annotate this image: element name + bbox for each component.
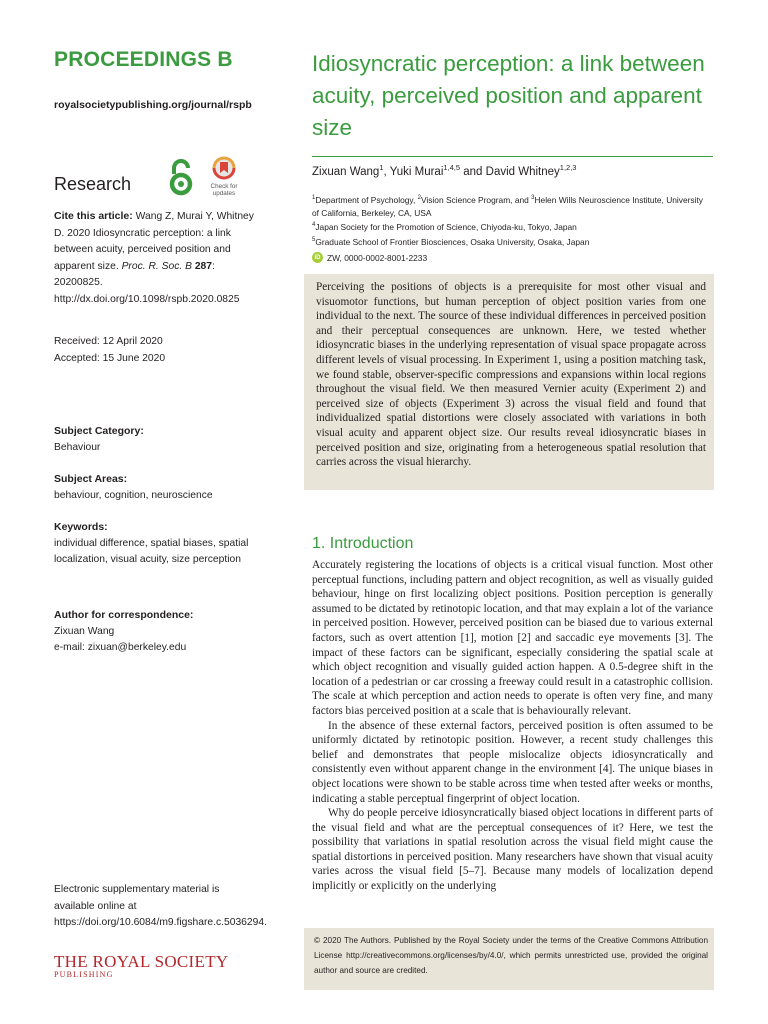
- body-paragraph: Accurately registering the locations of objects is a critical visual function. Most other perceptual functions, including pattern and object recognition, as well as visually guided behaviour, hinge on first localizing object positions. Position perception is generally assumed to be dictated by retinotopic location, and that may explain a lot of the variance in perceived position. However, perceived position can be biased due to various external factors, such as overt attention [1], motion [2] and saccadic eye movements [3]. The impact of these factors can be significant, especially considering the spatial scale at which object recognition and visually guided action happen. A 0.5-degree shift in the location of a pedestrian or car crossing a freeway could result in a catastrophic collision. The scale at which perception and action needs to operate is often very fine, and many factors bias perceived position at a scale that is behaviourally relevant.: [312, 559, 713, 717]
- open-access-icon: [166, 158, 196, 196]
- affiliation-text: Department of Psychology,: [315, 194, 418, 205]
- check-for-updates-icon[interactable]: [204, 155, 244, 201]
- affiliation-text: Graduate School of Frontier Biosciences, Osaka University, Osaka, Japan: [315, 236, 590, 247]
- subject-areas-value: behaviour, cognition, neuroscience: [54, 489, 213, 501]
- journal-url[interactable]: royalsocietypublishing.org/journal/rspb: [54, 99, 252, 111]
- author-name: Yuki Murai: [389, 165, 444, 178]
- affiliation-sup: 2: [417, 195, 421, 201]
- orcid-text: ZW, 0000-0002-8001-2233: [327, 252, 428, 263]
- correspondence-label: Author for correspondence:: [54, 609, 194, 621]
- affiliation-sup: 3: [531, 195, 535, 201]
- subject-category: [54, 423, 254, 456]
- author-list: Zixuan Wang$^1$, Yuki Murai$^{1,4,5}$ and David Whitney$^{1,2,3}$: [312, 163, 577, 178]
- author-sup: 1,4,5: [443, 163, 461, 172]
- received-date: Received: 12 April 2020: [54, 336, 163, 347]
- dates-block: [54, 334, 254, 367]
- citation-text: Wang Z, Murai Y, Whitney D. 2020 Idiosyncratic perception: a link between acuity, perceived position and apparent size.: [54, 211, 254, 272]
- title-divider: [312, 156, 713, 157]
- publisher-sub: PUBLISHING: [54, 970, 114, 979]
- affiliation-line: [312, 219, 712, 234]
- citation-volume: 287: [194, 260, 213, 272]
- body-paragraph: Why do people perceive idiosyncratically biased object locations in different parts of the visual field and what are the perceptual consequences of it? Here, we test the possibility that variations in spatial resolution across the visual field might cause the spatial distortions in perceived position. Many researchers have shown that visual acuity varies across the visual field [5–7]. Because many models of localization depend implicitly or explicitly on the underlying: [312, 807, 713, 893]
- correspondence-name: Zixuan Wang: [54, 625, 115, 637]
- abstract: Perceiving the positions of objects is a prerequisite for most other visual and visuomotor functions, but human perception of object position varies from one individual to the next. The source of these individual differences in perceived position and their perceptual consequences are unknown. Here, we tested whether idiosyncratic biases in the underlying representation of visual space propagate across different levels of visual processing. In Experiment 1, using a position matching task, we found stable, observer-specific compressions and expansions within local regions throughout the visual field. We then measured Vernier acuity (Experiment 2) and perceived size of objects (Experiment 3) across the visual field and found that individualized spatial distortions were closely associated with variations in both visual acuity and apparent object size. Our results reveal idiosyncratic biases in perceived position and size, originating from a heterogeneous spatial resolution that carries across the visual hierarchy.: [316, 281, 706, 469]
- svg-text:updates: updates: [212, 190, 236, 197]
- affiliation-text: Vision Science Program, and: [420, 194, 532, 205]
- accepted-date: Accepted: 15 June 2020: [54, 352, 166, 364]
- subject-areas-label: Subject Areas:: [54, 473, 128, 485]
- correspondence-email[interactable]: e-mail: zixuan@berkeley.edu: [54, 642, 187, 653]
- journal-name: PROCEEDINGS B: [54, 48, 233, 71]
- affiliation-line: [312, 192, 712, 219]
- affiliation-text: Helen Wills Neuroscience Institute, University of California, Berkeley, CA, USA: [312, 194, 703, 218]
- body-paragraph: In the absence of these external factors, perceived position is often assumed to be uniformly dictated by retinotopic position. However, a recent study challenges this belief and demonstrates that people mislocalize objects idiosyncratically and consistently even without apparent change in the environment [4]. The unique biases in object locations were shown to be stable across time when tested after weeks or months, indicating a stable perceptual fingerprint of object location.: [312, 719, 713, 805]
- affiliations: [312, 192, 712, 249]
- orcid-line[interactable]: [312, 252, 427, 263]
- affiliation-sup: 1: [312, 195, 316, 201]
- svg-text:Check for: Check for: [210, 183, 238, 190]
- author-sup: 1: [379, 163, 384, 172]
- license-notice: © 2020 The Authors. Published by the Royal Society under the terms of the Creative Commons Attribution License http://creativecommons.org/licenses/by/4.0/, which permits unrestricted use, provided the original author and source are credited.: [314, 936, 708, 975]
- orcid-icon: iD: [312, 252, 323, 263]
- correspondence: [54, 607, 264, 657]
- subject-category-value: Behaviour: [54, 441, 101, 453]
- royal-society-logo: [54, 952, 228, 979]
- body-text: [312, 558, 713, 894]
- citation-doi[interactable]: http://dx.doi.org/10.1098/rspb.2020.0825: [54, 293, 240, 305]
- article-title: Idiosyncratic perception: a link between acuity, perceived position and apparent size: [312, 51, 705, 140]
- subject-areas: [54, 471, 264, 504]
- keywords-label: Keywords:: [54, 521, 108, 533]
- citation-block: [54, 208, 254, 308]
- affiliation-sup: 5: [312, 236, 316, 243]
- publisher-name: THE ROYAL SOCIETY: [54, 952, 229, 971]
- affiliation-sup: 4: [312, 222, 316, 229]
- supplementary-material-note: Electronic supplementary material is available online at https://doi.org/10.6084/m9.figshare.c.5036294.: [54, 884, 267, 928]
- citation-label: Cite this article:: [54, 210, 133, 222]
- section-heading: 1. Introduction: [312, 535, 414, 552]
- subject-category-label: Subject Category:: [54, 425, 144, 437]
- citation-journal: Proc. R. Soc. B: [121, 260, 192, 272]
- author-name: Zixuan Wang: [312, 165, 380, 178]
- keywords-value: individual difference, spatial biases, spatial localization, visual acuity, size perception: [54, 537, 249, 565]
- author-sup: 1,2,3: [559, 163, 577, 172]
- author-name: David Whitney: [485, 165, 560, 178]
- section-label: Research: [54, 174, 132, 194]
- citation-article: : 20200825.: [54, 260, 215, 288]
- affiliation-line: [312, 234, 712, 249]
- keywords: [54, 519, 264, 569]
- affiliation-text: Japan Society for the Promotion of Science, Chiyoda-ku, Tokyo, Japan: [315, 222, 577, 233]
